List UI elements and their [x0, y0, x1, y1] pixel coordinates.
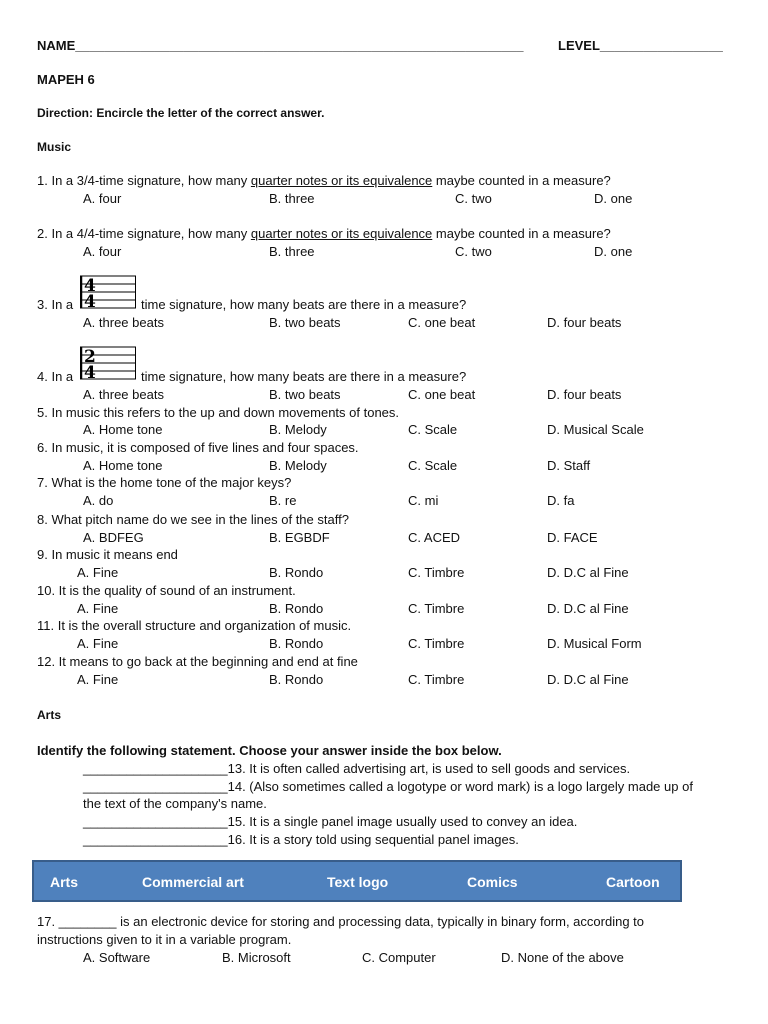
q9-option-b[interactable]: B. Rondo	[269, 565, 324, 580]
music-heading: Music	[37, 140, 72, 154]
q3-time-sig-bottom: 4	[84, 292, 96, 310]
q9-option-a[interactable]: A. Fine	[77, 565, 119, 580]
question-14	[83, 778, 693, 795]
arts-instruction: Identify the following statement. Choose your answer inside the box below.	[37, 743, 502, 758]
choice-text-logo: Text logo	[327, 874, 389, 890]
q17-option-b[interactable]: B. Microsoft	[222, 950, 291, 965]
q10-option-c[interactable]: C. Timbre	[408, 601, 465, 616]
question-17-continued: instructions given to it in a variable program.	[37, 932, 292, 947]
subject-title: MAPEH 6	[37, 72, 95, 87]
q4-time-sig-top: 2	[84, 347, 96, 367]
q14-text-continued: the text of the company's name.	[83, 796, 267, 811]
q2-suffix: maybe counted in a measure?	[432, 226, 611, 241]
q5-option-d[interactable]: D. Musical Scale	[547, 422, 644, 437]
q5-option-a[interactable]: A. Home tone	[83, 422, 163, 437]
q6-option-a[interactable]: A. Home tone	[83, 458, 163, 473]
q9-option-c[interactable]: C. Timbre	[408, 565, 465, 580]
q7-option-c[interactable]: C. mi	[408, 493, 439, 508]
q7-option-a[interactable]: A. do	[83, 493, 114, 508]
question-13	[83, 760, 630, 777]
q11-option-b[interactable]: B. Rondo	[269, 636, 324, 651]
q3-option-d[interactable]: D. four beats	[547, 315, 622, 330]
time-signature-4-4-icon	[80, 274, 136, 310]
q8-option-d[interactable]: D. FACE	[547, 530, 598, 545]
q7-option-d[interactable]: D. fa	[547, 493, 575, 508]
question-12: 12. It means to go back at the beginning and end at fine	[37, 654, 358, 669]
q8-option-c[interactable]: C. ACED	[408, 530, 461, 545]
choice-comics: Comics	[467, 874, 518, 890]
choice-cartoon: Cartoon	[606, 874, 660, 890]
arts-heading: Arts	[37, 708, 62, 722]
question-8: 8. What pitch name do we see in the lines of the staff?	[37, 512, 349, 527]
q4-prefix: 4. In a	[37, 369, 74, 384]
q4-option-b[interactable]: B. two beats	[269, 387, 341, 402]
q11-option-a[interactable]: A. Fine	[77, 636, 119, 651]
q4-option-a[interactable]: A. three beats	[83, 387, 164, 402]
question-1	[37, 172, 611, 189]
question-9: 9. In music it means end	[37, 547, 178, 562]
q1-option-a[interactable]: A. four	[83, 191, 122, 206]
time-signature-2-4-icon	[80, 345, 136, 381]
q12-option-d[interactable]: D. D.C al Fine	[547, 672, 629, 687]
q14-answer-blank[interactable]: ____________________	[83, 779, 228, 794]
q2-option-a[interactable]: A. four	[83, 244, 122, 259]
q1-option-c[interactable]: C. two	[455, 191, 492, 206]
level-label: LEVEL	[558, 38, 600, 53]
name-blank[interactable]: ______________________________________________________________	[75, 38, 524, 53]
q3-suffix: time signature, how many beats are there in a measure?	[141, 297, 467, 312]
level-line[interactable]	[558, 37, 723, 54]
q11-option-d[interactable]: D. Musical Form	[547, 636, 642, 651]
q14-text: 14. (Also sometimes called a logotype or word mark) is a logo largely made up of	[227, 779, 693, 794]
q1-option-b[interactable]: B. three	[269, 191, 315, 206]
question-2	[37, 225, 611, 242]
choice-commercial-art: Commercial art	[142, 874, 244, 890]
q6-option-c[interactable]: C. Scale	[408, 458, 458, 473]
q9-option-d[interactable]: D. D.C al Fine	[547, 565, 629, 580]
q12-option-a[interactable]: A. Fine	[77, 672, 119, 687]
q6-option-b[interactable]: B. Melody	[269, 458, 327, 473]
q17-option-d[interactable]: D. None of the above	[501, 950, 624, 965]
q2-prefix: 2. In a 4/4-time signature, how many	[37, 226, 251, 241]
q1-prefix: 1. In a 3/4-time signature, how many	[37, 173, 251, 188]
q2-option-b[interactable]: B. three	[269, 244, 315, 259]
level-blank[interactable]: _________________	[599, 38, 723, 53]
q12-option-c[interactable]: C. Timbre	[408, 672, 465, 687]
q2-underlined: quarter notes or its equivalence	[250, 226, 433, 241]
q4-time-sig-bottom: 4	[84, 363, 96, 381]
q3-time-sig-top: 4	[84, 276, 96, 296]
q10-option-a[interactable]: A. Fine	[77, 601, 119, 616]
q7-option-b[interactable]: B. re	[269, 493, 297, 508]
answer-choices-box	[32, 860, 682, 902]
q15-answer-blank[interactable]: ____________________	[83, 814, 228, 829]
direction-text: Direction: Encircle the letter of the correct answer.	[37, 106, 325, 120]
name-label: NAME	[37, 38, 76, 53]
q12-option-b[interactable]: B. Rondo	[269, 672, 324, 687]
q16-text: 16. It is a story told using sequential panel images.	[227, 832, 519, 847]
question-17: 17. ________ is an electronic device for storing and processing data, typically in binary form, according to	[37, 914, 645, 929]
q17-option-a[interactable]: A. Software	[83, 950, 151, 965]
q6-option-d[interactable]: D. Staff	[547, 458, 591, 473]
question-5: 5. In music this refers to the up and down movements of tones.	[37, 405, 400, 420]
q13-text: 13. It is often called advertising art, is used to sell goods and services.	[227, 761, 631, 776]
question-7: 7. What is the home tone of the major keys?	[37, 475, 292, 490]
q4-option-d[interactable]: D. four beats	[547, 387, 622, 402]
question-11: 11. It is the overall structure and organization of music.	[37, 618, 352, 633]
q3-option-a[interactable]: A. three beats	[83, 315, 164, 330]
question-10: 10. It is the quality of sound of an instrument.	[37, 583, 296, 598]
q8-option-b[interactable]: B. EGBDF	[269, 530, 330, 545]
q4-option-c[interactable]: C. one beat	[408, 387, 476, 402]
q3-prefix: 3. In a	[37, 297, 74, 312]
question-15	[83, 813, 577, 830]
q17-option-c[interactable]: C. Computer	[362, 950, 436, 965]
q2-option-c[interactable]: C. two	[455, 244, 492, 259]
q10-option-b[interactable]: B. Rondo	[269, 601, 324, 616]
q16-answer-blank[interactable]: ____________________	[83, 832, 228, 847]
q15-text: 15. It is a single panel image usually used to convey an idea.	[227, 814, 578, 829]
q5-option-c[interactable]: C. Scale	[408, 422, 458, 437]
q10-option-d[interactable]: D. D.C al Fine	[547, 601, 629, 616]
q1-option-d[interactable]: D. one	[594, 191, 633, 206]
q3-option-c[interactable]: C. one beat	[408, 315, 476, 330]
q13-answer-blank[interactable]: ____________________	[83, 761, 228, 776]
name-line[interactable]	[37, 37, 524, 54]
question-16	[83, 831, 519, 848]
choice-arts: Arts	[50, 874, 79, 890]
q11-option-c[interactable]: C. Timbre	[408, 636, 465, 651]
q1-underlined: quarter notes or its equivalence	[250, 173, 433, 188]
q4-suffix: time signature, how many beats are there in a measure?	[141, 369, 467, 384]
question-6: 6. In music, it is composed of five lines and four spaces.	[37, 440, 359, 455]
q8-option-a[interactable]: A. BDFEG	[83, 530, 144, 545]
q2-option-d[interactable]: D. one	[594, 244, 633, 259]
q5-option-b[interactable]: B. Melody	[269, 422, 327, 437]
q1-suffix: maybe counted in a measure?	[432, 173, 611, 188]
q3-option-b[interactable]: B. two beats	[269, 315, 341, 330]
